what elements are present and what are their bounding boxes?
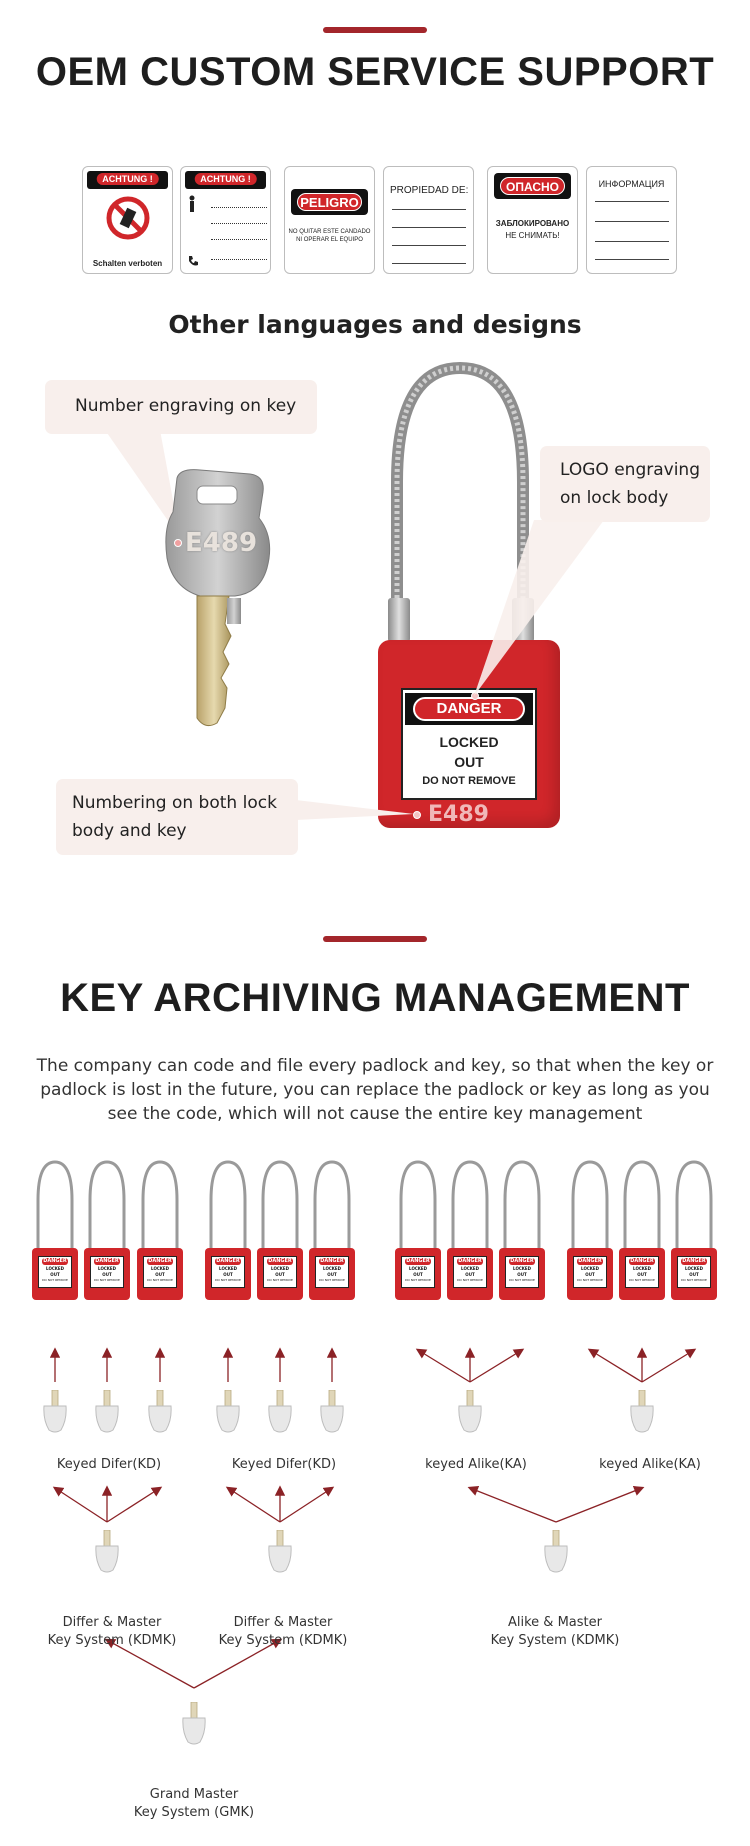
shackle-ferrule-left bbox=[388, 598, 410, 642]
key-icon bbox=[93, 1390, 121, 1434]
arrow bbox=[556, 1488, 642, 1522]
arrow bbox=[55, 1488, 107, 1522]
label-keyed-differ-1: Keyed Difer(KD) bbox=[56, 1457, 162, 1472]
tag-header: ИНФОРМАЦИЯ bbox=[598, 179, 665, 189]
mini-lock-shackle bbox=[625, 1162, 659, 1248]
callout-numbering: Numbering on both lock body and key bbox=[56, 779, 298, 855]
section-accent-bar bbox=[323, 27, 427, 33]
arrow bbox=[642, 1350, 694, 1382]
mini-padlock-label: DANGER LOCKED OUT DO NOT REMOVE bbox=[401, 1256, 435, 1288]
mini-lock-shackle bbox=[677, 1162, 711, 1248]
mini-lock-shackle bbox=[38, 1162, 72, 1248]
phone-icon bbox=[187, 255, 199, 267]
tag-card-achtung-2 bbox=[180, 166, 271, 274]
section-accent-bar bbox=[323, 936, 427, 942]
mini-lock-shackle bbox=[573, 1162, 607, 1248]
mini-padlock-label: DANGER LOCKED OUT DO NOT REMOVE bbox=[573, 1256, 607, 1288]
arrow bbox=[470, 1488, 556, 1522]
mini-padlock bbox=[257, 1248, 303, 1300]
key-icon bbox=[41, 1390, 69, 1434]
mini-padlock bbox=[309, 1248, 355, 1300]
oem-subtitle: Other languages and designs bbox=[168, 310, 582, 339]
key-icon bbox=[628, 1390, 656, 1434]
mini-lock-shackle bbox=[453, 1162, 487, 1248]
key-image bbox=[155, 468, 285, 728]
label-keyed-differ-2: Keyed Difer(KD) bbox=[231, 1457, 337, 1472]
label-kamk: Alike & Master Key System (KDMK) bbox=[490, 1615, 620, 1648]
tag-footer: Schalten verboten bbox=[92, 259, 163, 268]
arrow bbox=[590, 1350, 642, 1382]
tag-card-peligro: PELIGRO NO QUITAR ESTE CANDADO NI OPERAR EL EQUIPO bbox=[284, 166, 375, 274]
mini-padlock bbox=[567, 1248, 613, 1300]
callout-key-engraving: Number engraving on key bbox=[45, 380, 317, 434]
key-code-engraving: E489 bbox=[185, 528, 258, 558]
tag-banner: ACHTUNG ! bbox=[96, 173, 159, 185]
label-kdmk-1: Differ & Master Key System (KDMK) bbox=[47, 1615, 177, 1648]
arrow bbox=[418, 1350, 470, 1382]
tag-card-propiedad bbox=[383, 166, 474, 274]
mini-padlock-label: DANGER LOCKED OUT DO NOT REMOVE bbox=[263, 1256, 297, 1288]
oem-title: OEM CUSTOM SERVICE SUPPORT bbox=[35, 50, 715, 94]
key-icon bbox=[542, 1530, 570, 1574]
no-switch-icon bbox=[105, 195, 151, 241]
mini-lock-shackle bbox=[90, 1162, 124, 1248]
mini-padlock bbox=[32, 1248, 78, 1300]
tag-card-achtung-1 bbox=[82, 166, 173, 274]
padlock-label: DANGER LOCKED OUT DO NOT REMOVE bbox=[401, 688, 537, 800]
mini-padlock bbox=[395, 1248, 441, 1300]
archive-description: The company can code and file every padlock and key, so that when the key or padlock is lost in the future, you can replace the padlock or key as long as you see the code, which will not cause the entire key management bbox=[36, 1056, 714, 1124]
key-icon bbox=[93, 1530, 121, 1574]
tag-banner: ACHTUNG ! bbox=[194, 173, 257, 185]
mini-padlock-label: DANGER LOCKED OUT DO NOT REMOVE bbox=[505, 1256, 539, 1288]
mini-padlock-label: DANGER LOCKED OUT DO NOT REMOVE bbox=[143, 1256, 177, 1288]
callout-pointer bbox=[474, 520, 614, 696]
key-icon bbox=[180, 1702, 208, 1746]
mini-lock-shackle bbox=[143, 1162, 177, 1248]
key-icon bbox=[456, 1390, 484, 1434]
arrow bbox=[470, 1350, 522, 1382]
key-icon bbox=[266, 1390, 294, 1434]
mini-padlock bbox=[205, 1248, 251, 1300]
mini-lock-shackle bbox=[211, 1162, 245, 1248]
key-icon bbox=[146, 1390, 174, 1434]
mini-padlock-label: DANGER LOCKED OUT DO NOT REMOVE bbox=[211, 1256, 245, 1288]
key-icon bbox=[266, 1530, 294, 1574]
label-kdmk-2: Differ & Master Key System (KDMK) bbox=[218, 1615, 348, 1648]
tag-banner: PELIGRO bbox=[297, 193, 362, 211]
tag-card-informatsiya bbox=[586, 166, 677, 274]
mini-padlock bbox=[447, 1248, 493, 1300]
label-keyed-alike-2: keyed Alike(KA) bbox=[599, 1457, 701, 1472]
mini-padlock bbox=[671, 1248, 717, 1300]
arrow bbox=[280, 1488, 332, 1522]
key-icon bbox=[214, 1390, 242, 1434]
mini-padlock bbox=[619, 1248, 665, 1300]
tag-header: PROPIEDAD DE: bbox=[390, 185, 469, 196]
mini-lock-shackle bbox=[401, 1162, 435, 1248]
label-keyed-alike-1: keyed Alike(KA) bbox=[425, 1457, 527, 1472]
tag-card-opasno: ОПАСНО ЗАБЛОКИРОВАНО НЕ СНИМАТЬ! bbox=[487, 166, 578, 274]
archive-title: KEY ARCHIVING MANAGEMENT bbox=[60, 976, 690, 1020]
mini-padlock bbox=[84, 1248, 130, 1300]
callout-logo-engraving: LOGO engraving on lock body bbox=[540, 446, 710, 522]
mini-padlock bbox=[137, 1248, 183, 1300]
mini-lock-shackle bbox=[263, 1162, 297, 1248]
label-gmk: Grand Master Key System (GMK) bbox=[133, 1787, 255, 1820]
mini-padlock-label: DANGER LOCKED OUT DO NOT REMOVE bbox=[38, 1256, 72, 1288]
callout-pointer bbox=[296, 800, 416, 830]
tag-banner: ОПАСНО bbox=[500, 177, 565, 195]
mini-padlock-label: DANGER LOCKED OUT DO NOT REMOVE bbox=[453, 1256, 487, 1288]
mini-padlock-label: DANGER LOCKED OUT DO NOT REMOVE bbox=[677, 1256, 711, 1288]
mini-lock-shackle bbox=[505, 1162, 539, 1248]
arrow bbox=[228, 1488, 280, 1522]
lock-code-engraving: E489 bbox=[428, 802, 489, 827]
mini-lock-shackle bbox=[315, 1162, 349, 1248]
arrow bbox=[107, 1488, 160, 1522]
key-system-diagram bbox=[0, 1160, 750, 1846]
key-icon bbox=[318, 1390, 346, 1434]
mini-padlock bbox=[499, 1248, 545, 1300]
mini-padlock-label: DANGER LOCKED OUT DO NOT REMOVE bbox=[315, 1256, 349, 1288]
person-icon bbox=[187, 195, 197, 213]
mini-padlock-label: DANGER LOCKED OUT DO NOT REMOVE bbox=[90, 1256, 124, 1288]
danger-banner: DANGER bbox=[413, 697, 525, 721]
mini-padlock-label: DANGER LOCKED OUT DO NOT REMOVE bbox=[625, 1256, 659, 1288]
